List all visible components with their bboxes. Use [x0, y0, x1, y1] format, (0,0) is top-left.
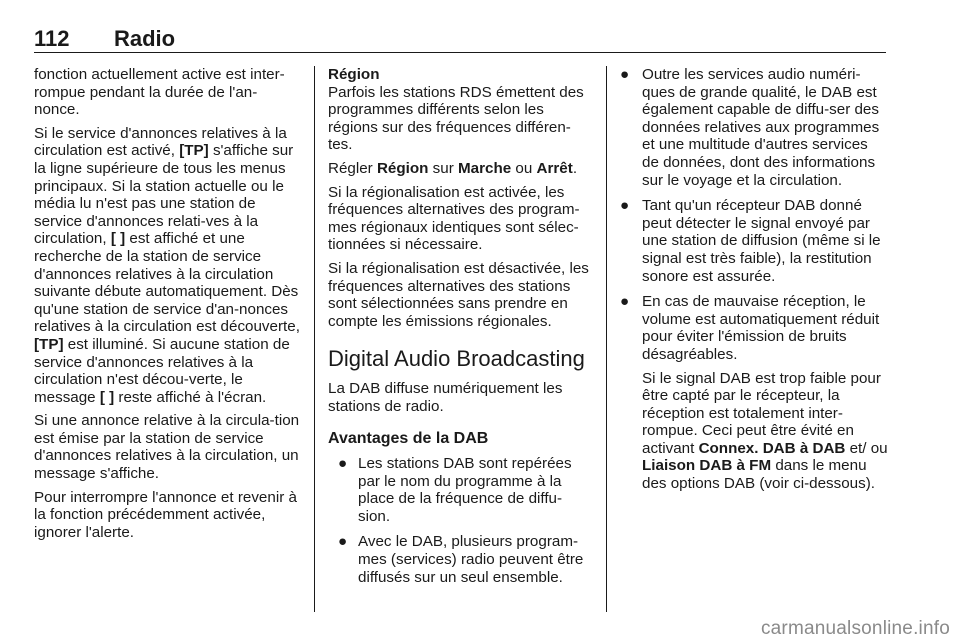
- bullet-icon: ●: [620, 66, 630, 83]
- list-item: ● Avec le DAB, plusieurs program-mes (services) radio peuvent être diffusés sur un seul ensemble.: [338, 533, 584, 586]
- section-title: Radio: [114, 26, 176, 51]
- advantages-list: [328, 455, 592, 586]
- paragraph: Si le service d'annonces relatives à la circulation est activé, [TP] s'affiche sur la ligne supérieure de tous les menus principaux. Si la station actuelle ou le média lu n'est pas une station de service d'annonces relati-ves à la circulation, [ ] est affiché et une recherche de la station de service d'annonces relatives à la circulation suivante débute automatiquement. Dès qu'une station de service d'an-nonces relatives à la circulation est découverte, [TP] est illuminé. Si aucune station de service d'annonces relatives à la circulation n'est décou-verte, le message [ ] reste affiché à l'écran.: [34, 124, 300, 406]
- paragraph: Parfois les stations RDS émettent des programmes différents selon les régions sur des fréquences différen-tes.: [328, 83, 584, 154]
- tp-indicator: [TP]: [179, 142, 209, 160]
- tp-indicator: [TP]: [34, 335, 64, 353]
- paragraph: Régler Région sur Marche ou Arrêt.: [328, 159, 578, 177]
- list-item: ● Outre les services audio numéri-ques de grande qualité, le DAB est également capable de diffu-ser des données relatives aux programmes et une multitude d'autres services de données, dont des informations sur le voyage et la circulation.: [620, 66, 880, 189]
- tp-brackets: [ ]: [110, 230, 126, 248]
- page-header: [34, 24, 886, 53]
- sub-paragraph: Si le signal DAB est trop faible pour être capté par le récepteur, la réception est totalement inter-rompue. Ceci peut être évité en activant Connex. DAB à DAB et/ ou Liaison DAB à FM dans le menu des options DAB (voir ci-dessous).: [642, 369, 888, 493]
- page-number: 112: [34, 26, 70, 51]
- paragraph: fonction actuellement active est inter-rompue pendant la durée de l'an-nonce.: [34, 66, 285, 119]
- bullet-icon: ●: [338, 455, 348, 473]
- bullet-icon: ●: [620, 293, 630, 311]
- list-item: ● Tant qu'un récepteur DAB donné peut détecter le signal envoyé par une station de diffusion (même si le signal est très faible), la restitution sonore est assurée.: [620, 197, 881, 285]
- column-middle: [328, 66, 592, 594]
- advantages-heading: Avantages de la DAB: [328, 429, 489, 447]
- column-left: [34, 66, 302, 547]
- list-item: ● Les stations DAB sont repérées par le nom du programme à la place de la fréquence de diffu-sion.: [338, 455, 572, 525]
- bullet-icon: ●: [620, 197, 630, 215]
- paragraph: Si la régionalisation est activée, les fréquences alternatives des program-mes régionaux identiques sont sélec-tionnées si nécessaire.: [328, 183, 580, 254]
- region-heading: Région: [328, 66, 380, 83]
- watermark: carmanualsonline.info: [760, 618, 950, 639]
- paragraph: La DAB diffuse numériquement les stations de radio.: [328, 380, 563, 415]
- list-item: ● En cas de mauvaise réception, le volume est automatiquement réduit pour éviter l'émission de bruits désagréables. Si le signal DAB est trop faible pour être capté par le récepteur, la réception est totalement inter-rompue. Ceci peut être évité en activant Connex. DAB à DAB et/ ou Liaison DAB à FM dans le menu des options DAB (voir ci-dessous).: [620, 293, 888, 493]
- paragraph: Si une annonce relative à la circula-tion est émise par la station de service d'annonces relatives à la circulation, un message s'affiche.: [34, 412, 300, 483]
- dab-features-list: [620, 66, 888, 493]
- dab-heading: Digital Audio Broadcasting: [328, 346, 585, 372]
- column-divider: [606, 66, 607, 612]
- tp-brackets: [ ]: [99, 388, 115, 406]
- paragraph: Pour interrompre l'annonce et revenir à la fonction précédemment activée, ignorer l'alerte.: [34, 488, 297, 541]
- column-divider: [314, 66, 315, 612]
- column-right: [620, 66, 888, 501]
- bullet-icon: ●: [338, 533, 348, 551]
- paragraph: Si la régionalisation est désactivée, les fréquences alternatives des stations sont sélectionnées sans prendre en compte les émissions régionales.: [328, 259, 589, 330]
